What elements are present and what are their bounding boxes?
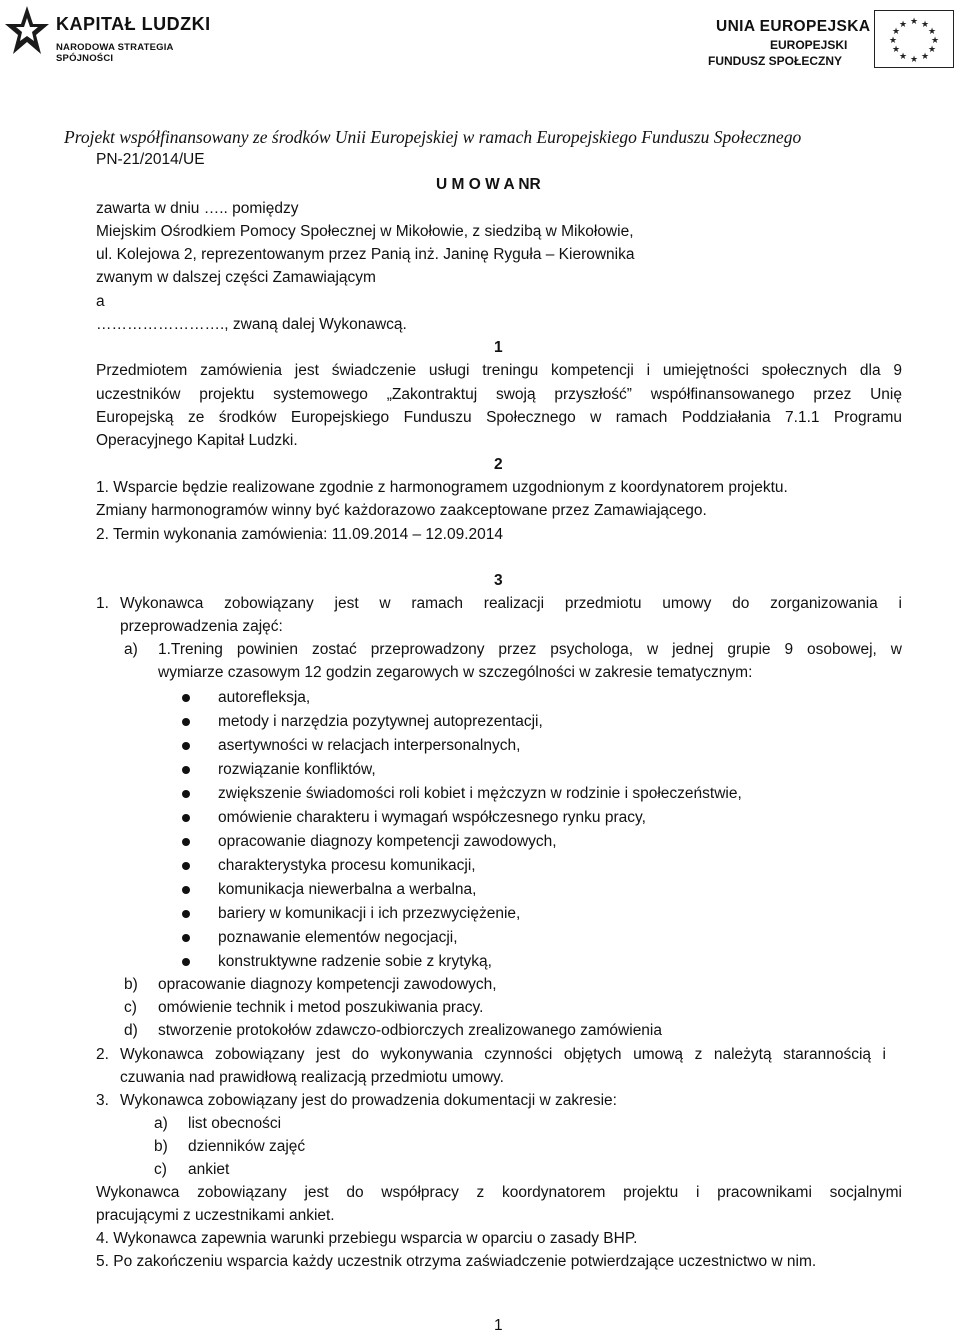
section-3-line: Wykonawca zobowiązany jest w ramach realizacji przedmiotu umowy do zorganizowania i [120,595,902,612]
item-a-line: 1.Trening powinien zostać przeprowadzony przez psychologa, w jednej grupie 9 osobowej, w [158,641,902,658]
bullet-text: konstruktywne radzenie sobie z krytyką, [218,953,492,970]
eu-stars-flag-icon [874,10,954,68]
list-label: c) [154,1161,167,1178]
ue-logo-line3: FUNDUSZ SPOŁECZNY [708,54,843,68]
bullet-icon [182,742,190,750]
paragraph-2-line: Wykonawca zobowiązany jest do wykonywania czynności objętych umową z należytą starannością i [120,1046,886,1063]
paragraph-number: 3. [96,1092,109,1109]
bullet-icon [182,766,190,774]
bullet-icon [182,862,190,870]
kapital-ludzki-title: KAPITAŁ LUDZKI [56,14,211,34]
svg-text:★: ★ [920,20,930,30]
paragraph-4: 4. Wykonawca zapewnia warunki przebiegu wsparcia w oparciu o zasady BHP. [96,1230,638,1247]
project-cofinancing-line: Projekt współfinansowany ze środków Unii Europejskiej w ramach Europejskiego Funduszu Społecznego [64,127,802,147]
list-item-text: list obecności [188,1115,282,1132]
svg-text:★: ★ [898,20,908,30]
list-label: d) [124,1022,138,1039]
intro-line: ul. Kolejowa 2, reprezentowanym przez Panią inż. Janinę Ryguła – Kierownika [96,246,635,263]
section-1-line: Europejską ze środków Europejskiego Funduszu Społecznego w ramach Poddziałania 7.1.1 Programu [96,409,902,426]
section-2-line: 1. Wsparcie będzie realizowane zgodnie z harmonogramem uzgodnionym z koordynatorem projektu. [96,479,788,496]
section-3-line: przeprowadzenia zajęć: [120,618,283,635]
paragraph-number: 1. [96,595,109,612]
list-label: b) [124,976,138,993]
section-2-line: Zmiany harmonogramów winny być każdorazowo zaakceptowane przez Zamawiającego. [96,502,707,519]
paragraph-3-line: Wykonawca zobowiązany jest do prowadzenia dokumentacji w zakresie: [120,1092,617,1109]
list-item-text: ankiet [188,1161,230,1178]
bullet-text: omówienie charakteru i wymagań współczesnego rynku pracy, [218,809,646,826]
list-item-text: opracowanie diagnozy kompetencji zawodowych, [158,976,497,993]
bullet-text: bariery w komunikacji i ich przezwyciężenie, [218,905,521,922]
intro-line: a [96,293,105,310]
page-number: 1 [494,1317,503,1334]
ue-efs-logo [700,8,958,68]
section-1-line: Przedmiotem zamówienia jest świadczenie usługi treningu kompetencji i umiejętności społecznych dla 9 [96,362,902,379]
bullet-icon [182,694,190,702]
bullet-text: charakterystyka procesu komunikacji, [218,857,476,874]
svg-text:★: ★ [898,52,908,62]
list-item-text: omówienie technik i metod poszukiwania pracy. [158,999,484,1016]
list-item-text: dzienników zajęć [188,1138,306,1155]
bullet-text: opracowanie diagnozy kompetencji zawodowych, [218,833,557,850]
bullet-icon [182,886,190,894]
svg-text:★: ★ [927,27,937,37]
list-item-text: stworzenie protokołów zdawczo-odbiorczych zrealizowanego zamówienia [158,1022,662,1039]
section-2-heading: 2 [494,456,503,473]
intro-line: ……………………., zwaną dalej Wykonawcą. [96,316,407,333]
reference-number: PN-21/2014/UE [96,151,205,168]
bullet-icon [182,910,190,918]
intro-line: zawarta w dniu ….. pomiędzy [96,200,299,217]
item-a-line: wymiarze czasowym 12 godzin zegarowych w szczególności w zakresie tematycznym: [158,664,753,681]
bullet-icon [182,814,190,822]
bullet-icon [182,934,190,942]
bullet-icon [182,838,190,846]
bullet-icon [182,718,190,726]
svg-text:★: ★ [930,36,940,46]
paragraph-5: 5. Po zakończeniu wsparcia każdy uczestnik otrzyma zaświadczenie potwierdzające uczestnictwo w nim. [96,1253,817,1270]
ue-logo-line1: UNIA EUROPEJSKA [716,18,871,35]
kapital-ludzki-subtitle: NARODOWA STRATEGIA SPÓJNOŚCI [56,42,174,64]
svg-text:★: ★ [920,52,930,62]
bullet-text: metody i narzędzia pozytywnej autoprezentacji, [218,713,543,730]
section-2-line: 2. Termin wykonania zamówienia: 11.09.2014 – 12.09.2014 [96,526,504,543]
svg-text:★: ★ [909,17,919,27]
star-emblem-icon [4,4,50,62]
svg-text:★: ★ [888,36,898,46]
bullet-icon [182,790,190,798]
ue-logo-line2: EUROPEJSKI [770,38,848,52]
section-3-heading: 3 [494,572,503,589]
section-1-line: Operacyjnego Kapitał Ludzki. [96,432,298,449]
intro-line: Miejskim Ośrodkiem Pomocy Społecznej w Mikołowie, z siedzibą w Mikołowie, [96,223,634,240]
svg-text:★: ★ [891,27,901,37]
list-label: a) [124,641,138,658]
contract-title: U M O W A NR [436,176,541,193]
svg-text:★: ★ [927,45,937,55]
bullet-text: komunikacja niewerbalna a werbalna, [218,881,477,898]
list-label: a) [154,1115,168,1132]
bullet-icon [182,958,190,966]
bullet-text: zwiększenie świadomości roli kobiet i mężczyzn w rodzinie i społeczeństwie, [218,785,742,802]
cooperation-line: Wykonawca zobowiązany jest do współpracy z koordynatorem projektu i pracownikami socjalnymi [96,1184,902,1201]
bullet-text: rozwiązanie konfliktów, [218,761,376,778]
cooperation-line: pracującymi z uczestnikami ankiet. [96,1207,335,1224]
kapital-ludzki-logo [4,4,214,64]
section-1-heading: 1 [494,339,503,356]
svg-text:★: ★ [909,55,919,65]
list-label: b) [154,1138,168,1155]
bullet-text: asertywności w relacjach interpersonalnych, [218,737,521,754]
intro-line: zwanym w dalszej części Zamawiającym [96,269,376,286]
paragraph-number: 2. [96,1046,109,1063]
svg-text:★: ★ [891,45,901,55]
list-label: c) [124,999,137,1016]
bullet-text: autorefleksja, [218,689,311,706]
paragraph-2-line: czuwania nad prawidłową realizacją przedmiotu umowy. [120,1069,504,1086]
section-1-line: uczestników projektu systemowego „Zakontraktuj swoją przyszłość” współfinansowanego przez Unię [96,386,902,403]
bullet-text: poznawanie elementów negocjacji, [218,929,458,946]
